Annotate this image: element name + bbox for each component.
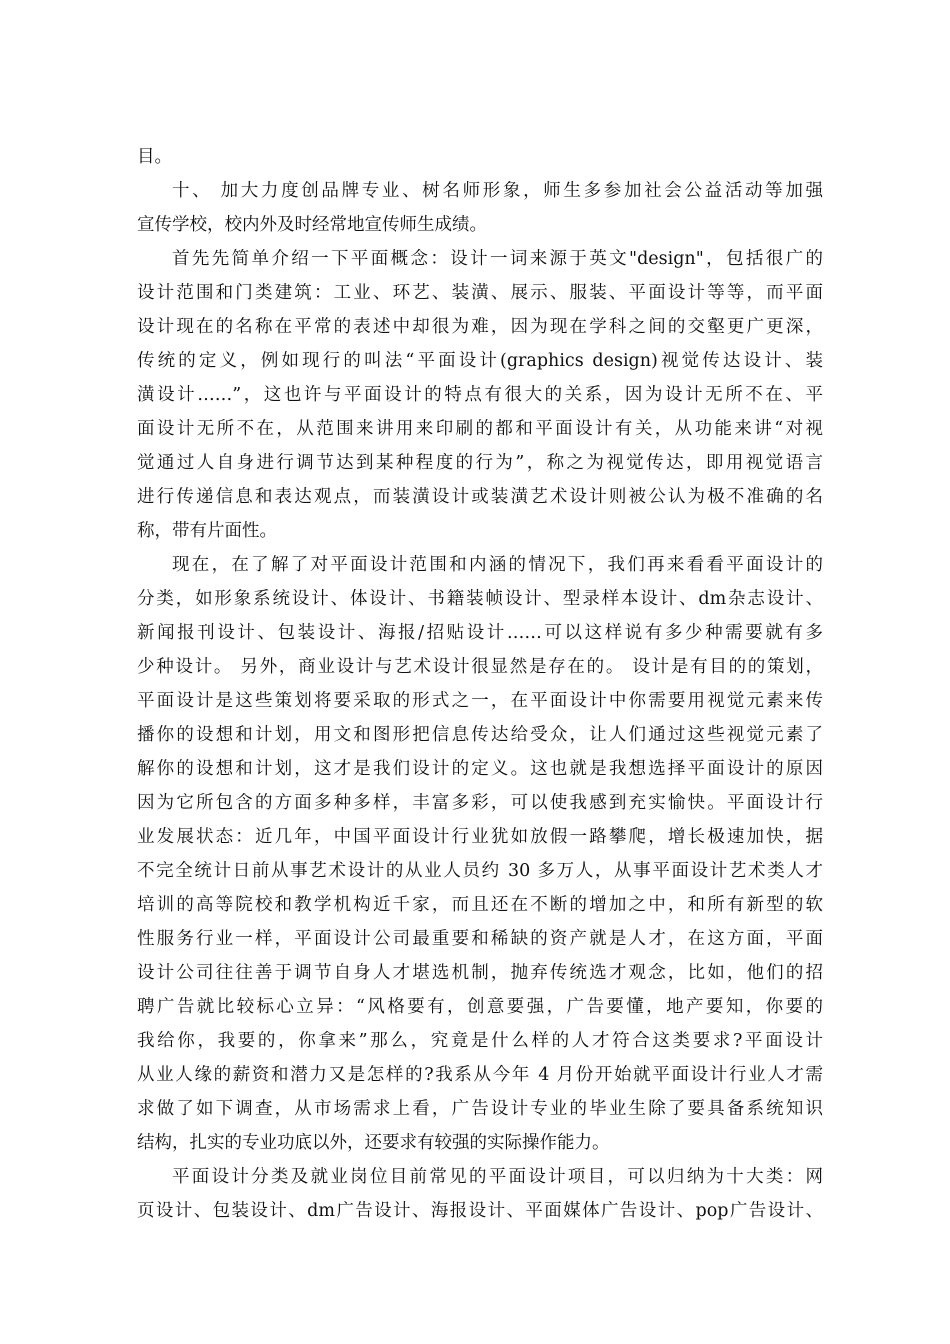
text-line: 业发展状态：近几年，中国平面设计行业犹如放假一路攀爬，增长极速加快，据 — [137, 827, 823, 847]
text-line: 播你的设想和计划，用文和图形把信息传达给受众，让人们通过这些视觉元素了 — [137, 725, 823, 745]
text-line: 培训的高等院校和教学机构近千家，而且还在不断的增加之中，和所有新型的软 — [137, 895, 823, 915]
text-line: 平面设计分类及就业岗位目前常见的平面设计项目，可以归纳为十大类：网 — [172, 1167, 823, 1187]
text-line: 目。 — [137, 147, 172, 167]
text-line: 设计范围和门类建筑：工业、环艺、装潢、展示、服装、平面设计等等，而平面 — [137, 283, 823, 303]
text-line: 觉通过人自身进行调节达到某种程度的行为”，称之为视觉传达，即用视觉语言 — [137, 453, 823, 473]
text-line: 称，带有片面性。 — [137, 521, 277, 541]
body-text — [137, 140, 823, 1228]
paragraph-design-concept — [137, 242, 823, 548]
text-line: 潢设计……”，这也许与平面设计的特点有很大的关系，因为设计无所不在、平 — [137, 385, 823, 405]
text-line: 解你的设想和计划，这才是我们设计的定义。这也就是我想选择平面设计的原因 — [137, 759, 823, 779]
paragraph-item-ten — [137, 174, 823, 242]
paragraph-design-jobs — [137, 1160, 823, 1228]
text-line: 传统的定义，例如现行的叫法“平面设计(graphics design)视觉传达设计、装 — [137, 351, 823, 371]
text-line: 聘广告就比较标心立异：“风格要有，创意要强，广告要懂，地产要知，你要的 — [137, 997, 823, 1017]
text-line: 宣传学校，校内外及时经常地宣传师生成绩。 — [137, 215, 487, 235]
text-line: 从业人缘的薪资和潜力又是怎样的?我系从今年 4 月份开始就平面设计行业人才需 — [137, 1065, 823, 1085]
text-line: 少种设计。 另外，商业设计与艺术设计很显然是存在的。 设计是有目的的策划， — [137, 657, 823, 677]
text-line: 我给你，我要的，你拿来”那么，究竟是什么样的人才符合这类要求?平面设计 — [137, 1031, 823, 1051]
text-line: 面设计无所不在，从范围来讲用来印刷的都和平面设计有关，从功能来讲“对视 — [137, 419, 823, 439]
text-line: 平面设计是这些策划将要采取的形式之一，在平面设计中你需要用视觉元素来传 — [137, 691, 823, 711]
text-line: 不完全统计日前从事艺术设计的从业人员约 30 多万人，从事平面设计艺术类人才 — [137, 861, 823, 881]
text-line: 设计现在的名称在平常的表述中却很为难，因为现在学科之间的交壑更广更深， — [137, 317, 823, 337]
text-line: 因为它所包含的方面多种多样，丰富多彩，可以使我感到充实愉快。平面设计行 — [137, 793, 823, 813]
paragraph-design-categories — [137, 548, 823, 1160]
text-line: 页设计、包装设计、dm广告设计、海报设计、平面媒体广告设计、pop广告设计、 — [137, 1201, 823, 1221]
text-line: 进行传递信息和表达观点，而装潢设计或装潢艺术设计则被公认为极不准确的名 — [137, 487, 823, 507]
text-line: 求做了如下调查，从市场需求上看，广告设计专业的毕业生除了要具备系统知识 — [137, 1099, 823, 1119]
text-line: 设计公司往往善于调节自身人才堪选机制，抛弃传统选才观念，比如，他们的招 — [137, 963, 823, 983]
text-line: 性服务行业一样，平面设计公司最重要和稀缺的资产就是人才，在这方面，平面 — [137, 929, 823, 949]
text-line: 新闻报刊设计、包装设计、海报/招贴设计……可以这样说有多少种需要就有多 — [137, 623, 823, 643]
text-line: 十、 加大力度创品牌专业、树名师形象，师生多参加社会公益活动等加强 — [172, 181, 823, 201]
text-line: 结构，扎实的专业功底以外，还要求有较强的实际操作能力。 — [137, 1133, 610, 1153]
text-line: 首先先简单介绍一下平面概念：设计一词来源于英文"design"，包括很广的 — [172, 249, 823, 269]
text-line: 现在，在了解了对平面设计范围和内涵的情况下，我们再来看看平面设计的 — [172, 555, 823, 575]
paragraph-continuation — [137, 140, 823, 174]
text-line: 分类，如形象系统设计、体设计、书籍装帧设计、型录样本设计、dm杂志设计、 — [137, 589, 823, 609]
